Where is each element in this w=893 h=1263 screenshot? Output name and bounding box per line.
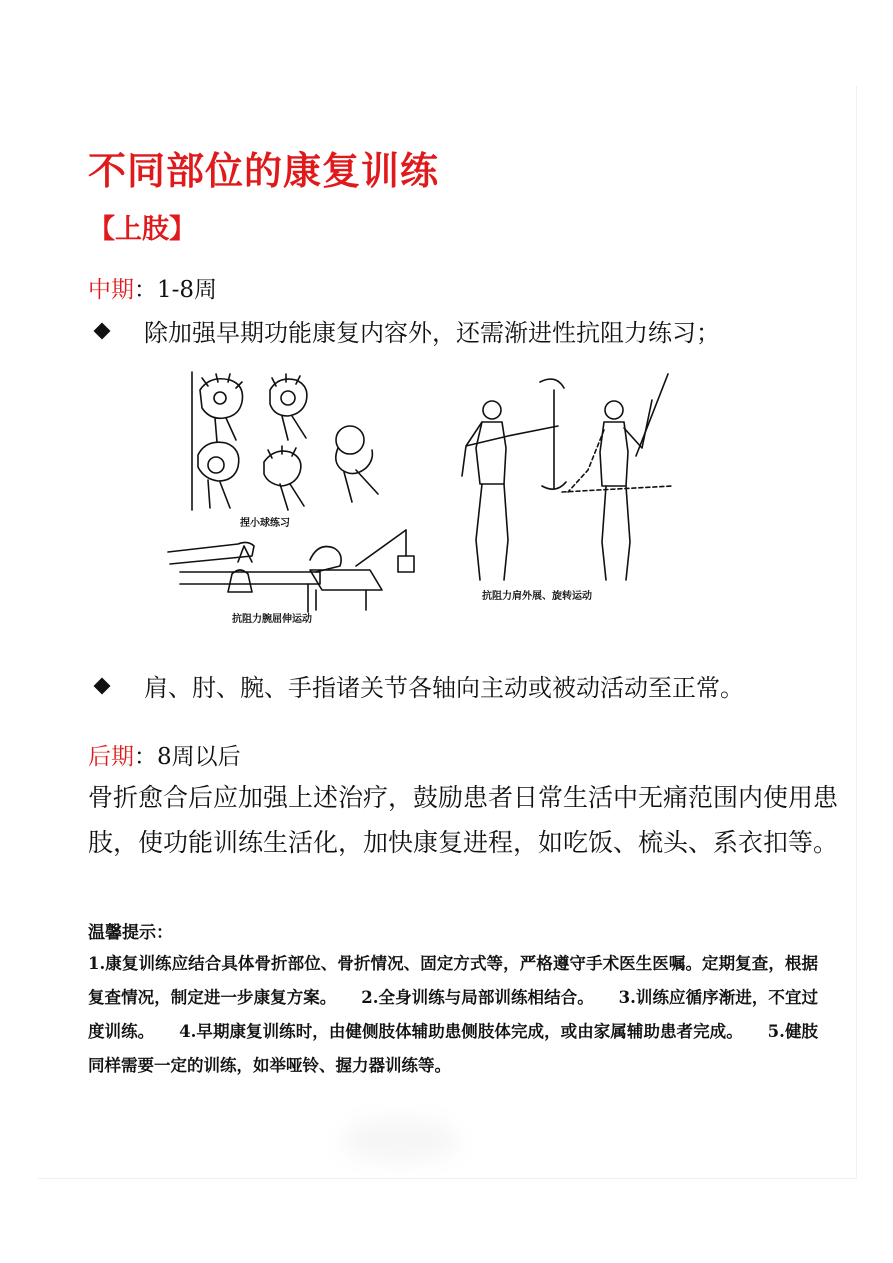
late-phase-label: 后期 <box>88 744 134 770</box>
mid-phase-heading <box>88 271 217 304</box>
blurred-watermark <box>340 1118 460 1163</box>
page-title: 不同部位的康复训练 <box>88 148 440 193</box>
figure-caption: 捏小球练习 <box>240 518 290 529</box>
late-phase-value: ：8周以后 <box>134 744 241 770</box>
late-phase-paragraph: 骨折愈合后应加强上述治疗，鼓励患者日常生活中无痛范围内使用患肢，使功能训练生活化，加快康复进程，如吃饭、梳头、系衣扣等。 <box>88 783 839 857</box>
diamond-bullet-icon <box>94 322 111 339</box>
tips-body: 1.康复训练应结合具体骨折部位、骨折情况、固定方式等，严格遵守手术医生医嘱。定期复查，根据复查情况，制定进一步康复方案。 2.全身训练与局部训练相结合。 3.训练应循序渐进，不宜过度训练。 4.早期康复训练时，由健侧肢体辅助患侧肢体完成，或由家属辅助患者完成。 5.健肢同样需要一定的训练，如举哑铃、握力器训练等。 <box>88 954 818 1075</box>
mid-phase-value: ：1-8周 <box>134 277 218 303</box>
bullet-item <box>92 668 744 703</box>
diamond-bullet-icon <box>94 677 111 694</box>
section-heading: 【上肢】 <box>88 214 196 245</box>
figure-caption: 抗阻力腕屈伸运动 <box>232 614 312 625</box>
exercise-illustration <box>160 360 680 635</box>
tips-title: 温馨提示： <box>88 923 173 943</box>
figure-caption: 抗阻力肩外展、旋转运动 <box>482 591 592 602</box>
bullet-text: 肩、肘、腕、手指诸关节各轴向主动或被动活动至正常。 <box>144 674 744 702</box>
bullet-text: 除加强早期功能康复内容外，还需渐进性抗阻力练习； <box>144 319 720 347</box>
bullet-item <box>92 313 720 348</box>
mid-phase-label: 中期 <box>88 277 134 303</box>
late-phase-heading <box>88 738 241 771</box>
hand-squeeze-ball-1-icon <box>200 374 243 442</box>
